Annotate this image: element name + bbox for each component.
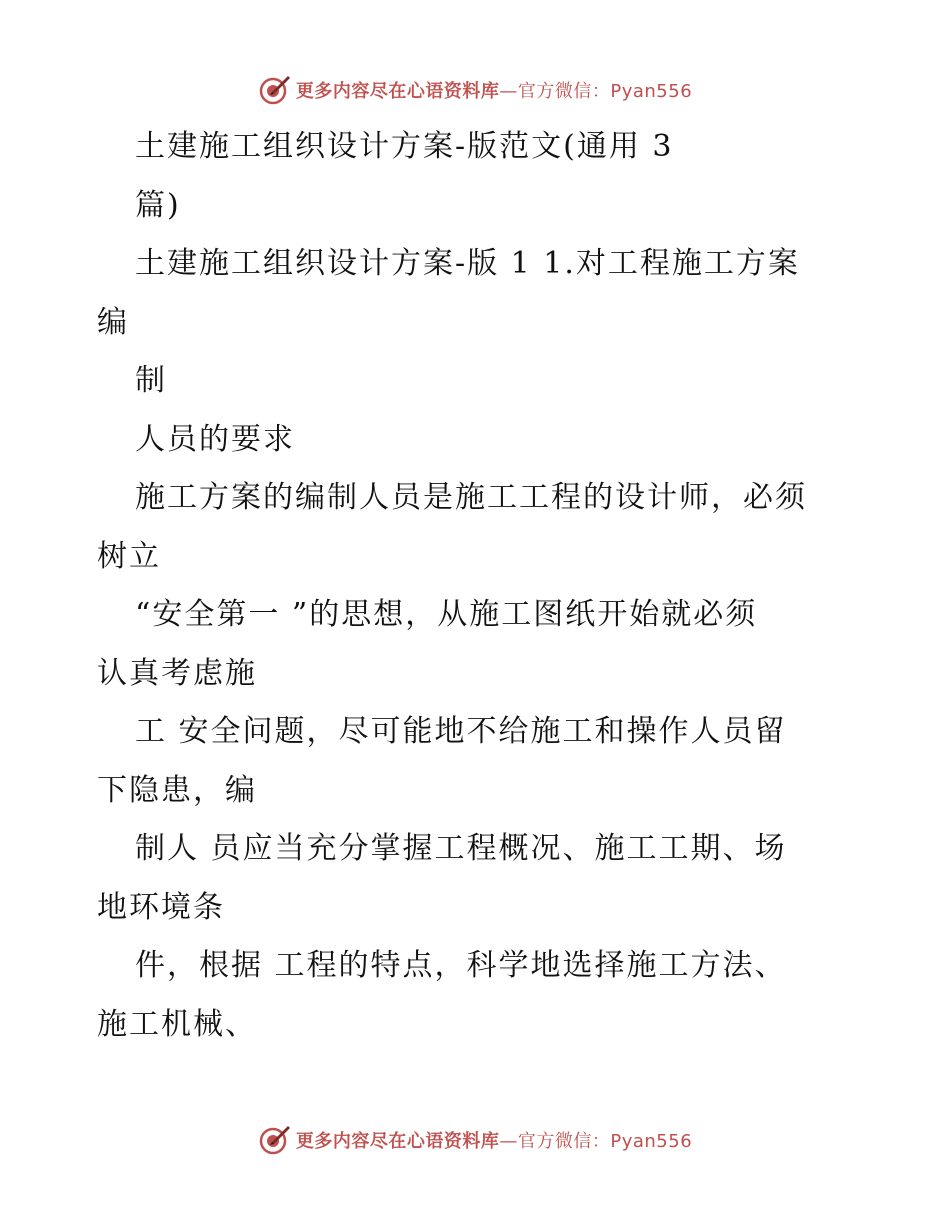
text-line: 下隐患，编 (97, 772, 257, 808)
text-line: 土建施工组织设计方案-版范文(通用 3 (135, 129, 674, 164)
text-line: 制 (135, 363, 167, 398)
document-body (97, 118, 867, 1054)
red-pen-circle-logo-icon (258, 73, 292, 107)
footer-banner (0, 1120, 950, 1160)
banner-title: 更多内容尽在心语资料库 (295, 1131, 500, 1152)
text-line: 编 (97, 304, 129, 340)
red-pen-circle-logo-icon (258, 1123, 292, 1157)
text-line: 件，根据 工程的特点，科学地选择施工方法、 (135, 948, 787, 983)
text-line: 认真考虑施 (97, 655, 257, 691)
text-line: 工 安全问题，尽可能地不给施工和操作人员留 (135, 714, 787, 749)
banner-wechat: —官方微信：Pyan556 (499, 1131, 693, 1152)
text-line: 篇) (135, 187, 181, 223)
banner-wechat: —官方微信：Pyan556 (499, 81, 693, 102)
banner-title: 更多内容尽在心语资料库 (295, 81, 500, 102)
text-line: 施工机械、 (97, 1006, 257, 1042)
text-line: 土建施工组织设计方案-版 1 1.对工程施工方案 (135, 246, 800, 281)
text-line: 制人 员应当充分掌握工程概况、施工工期、场 (135, 831, 787, 866)
text-line: “安全第一 ”的思想，从施工图纸开始就必须 (135, 597, 758, 632)
text-line: 人员的要求 (135, 421, 295, 457)
text-line: 地环境条 (97, 889, 225, 925)
text-line: 施工方案的编制人员是施工工程的设计师，必须 (135, 480, 807, 515)
header-banner (0, 70, 950, 110)
text-line: 树立 (97, 538, 161, 574)
